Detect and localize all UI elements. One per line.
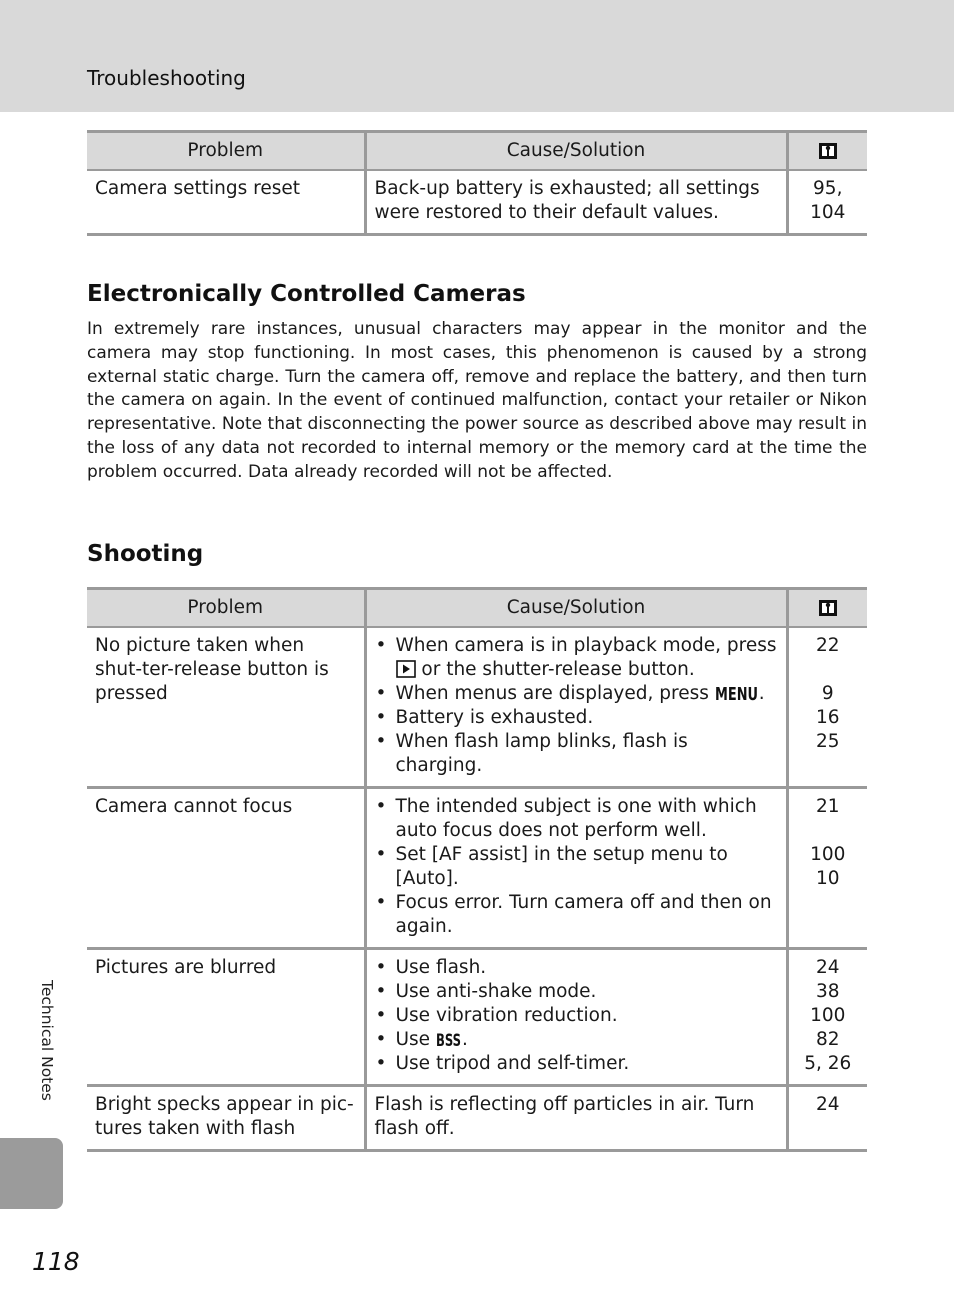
page-reference-icon: [818, 598, 838, 618]
table-row: [87, 627, 867, 788]
solution-item: [375, 634, 778, 682]
page-ref-spacer: [791, 819, 866, 843]
page-ref: 38: [815, 981, 840, 1002]
side-tab-label: Technical Notes: [38, 980, 56, 1101]
cause-cell: Flash is reflecting off particles in air. Turn flash off.: [365, 1086, 787, 1151]
column-header-cause-solution: Cause/Solution: [365, 132, 787, 171]
problem-cell: Bright specks appear in pic-tures taken with flash: [87, 1086, 365, 1151]
solution-item: • Use flash.: [375, 956, 778, 980]
page-ref: 100: [810, 1005, 846, 1026]
page-ref-cell: [787, 949, 867, 1086]
table-row: [87, 1086, 867, 1151]
page-ref: 95,: [813, 178, 843, 199]
page-reference-icon: [818, 141, 838, 161]
page-ref-cell: [787, 627, 867, 788]
page-number: 118: [32, 1247, 80, 1276]
playback-button-icon: [396, 660, 416, 678]
page-ref: 22: [815, 635, 840, 656]
cause-cell: [365, 788, 787, 949]
page-ref: 104: [810, 202, 846, 223]
page-ref: 10: [815, 868, 840, 889]
solution-item: • Focus error. Turn camera off and then on again.: [375, 891, 778, 939]
solution-item: • Use vibration reduction.: [375, 1004, 778, 1028]
problem-cell: Camera cannot focus: [87, 788, 365, 949]
solution-text: When menus are displayed, press: [395, 683, 709, 704]
solution-text: .: [461, 1029, 468, 1050]
solution-item: • The intended subject is one with which auto focus does not perform well.: [375, 795, 778, 843]
page-ref-cell: [787, 788, 867, 949]
table-row: [87, 949, 867, 1086]
solution-text: or the shutter-release button.: [421, 659, 695, 680]
problem-cell: Pictures are blurred: [87, 949, 365, 1086]
page-ref: 24: [815, 1094, 840, 1115]
page-ref: 16: [815, 707, 840, 728]
solution-text: When camera is in playback mode, press: [395, 635, 777, 656]
solution-item: • Use anti-shake mode.: [375, 980, 778, 1004]
solution-item: • When flash lamp blinks, flash is charging.: [375, 730, 778, 778]
section-heading-electronic: Electronically Controlled Cameras: [87, 281, 526, 307]
page-ref-cell: [787, 170, 867, 235]
section-heading-shooting: Shooting: [87, 541, 204, 567]
page-ref: 25: [815, 731, 840, 752]
page-ref: 5, 26: [804, 1053, 852, 1074]
solution-item: • Use tripod and self-timer.: [375, 1052, 778, 1076]
page-ref: 24: [815, 957, 840, 978]
menu-button-icon: [715, 684, 759, 702]
cause-cell: [365, 627, 787, 788]
page-ref: 9: [821, 683, 834, 704]
page-ref: 21: [815, 796, 840, 817]
page-section-title: Troubleshooting: [87, 66, 246, 90]
page-ref-cell: [787, 1086, 867, 1151]
solution-item: • Battery is exhausted.: [375, 706, 778, 730]
bss-icon: [436, 1030, 462, 1048]
electronic-paragraph: In extremely rare instances, unusual characters may appear in the monitor and the camera may stop functioning. In most cases, this phenomenon is caused by a strong external static charge. Turn the camera off, remove and replace the battery, and then turn the camera on again. In the event of continued malfunction, contact your retailer or Nikon representative. Note that disconnecting the power source as described above may result in the loss of any data not recorded to internal memory or the memory card at the time the problem occurred. Data already recorded will not be affected.: [87, 319, 867, 482]
problem-cell: No picture taken when shut-ter-release button is pressed: [87, 627, 365, 788]
column-header-page-ref: [787, 132, 867, 171]
solution-text: .: [758, 683, 765, 704]
page-ref: 100: [810, 844, 846, 865]
column-header-problem: Problem: [87, 132, 365, 171]
header-band: [0, 0, 954, 112]
troubleshooting-table-shooting: [87, 587, 867, 1152]
page-ref: 82: [815, 1029, 840, 1050]
cause-cell: Back-up battery is exhausted; all settings were restored to their default values.: [365, 170, 787, 235]
solution-item: [375, 1028, 778, 1052]
problem-cell: Camera settings reset: [87, 170, 365, 235]
solution-item: [375, 682, 778, 706]
column-header-page-ref: [787, 589, 867, 628]
page-ref-spacer: [791, 658, 866, 682]
column-header-problem: Problem: [87, 589, 365, 628]
solution-text: Use: [395, 1029, 431, 1050]
column-header-cause-solution: Cause/Solution: [365, 589, 787, 628]
cause-cell: [365, 949, 787, 1086]
solution-item: • Set [AF assist] in the setup menu to [Auto].: [375, 843, 778, 891]
side-tab-marker: [0, 1138, 63, 1209]
table-row: [87, 170, 867, 235]
table-row: [87, 788, 867, 949]
svg-text:MENU: MENU: [714, 684, 758, 702]
svg-text:BSS: BSS: [435, 1031, 461, 1048]
troubleshooting-table-misc: [87, 130, 867, 236]
